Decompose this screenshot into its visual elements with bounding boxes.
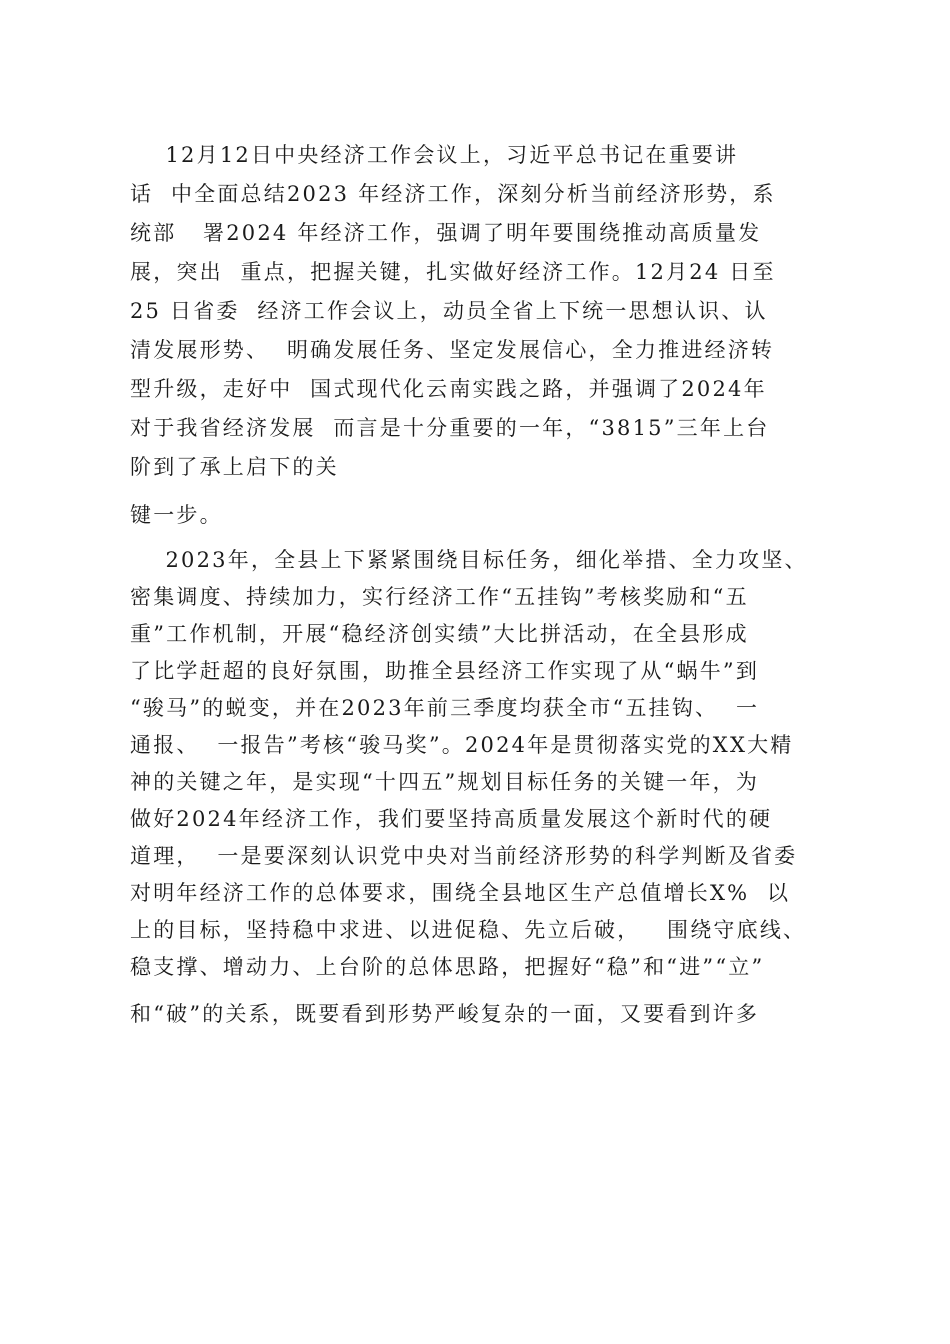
paragraph-1-line-9: 阶到了承上启下的关 (130, 455, 339, 479)
paragraph-1-line-4: 展，突出 重点，把握关键，扎实做好经济工作。12月24 日至 (130, 260, 776, 284)
paragraph-3-line-8: 做好2024年经济工作，我们要坚持高质量发展这个新时代的硬 (130, 807, 773, 831)
paragraph-3-line-9: 道理， 一是要深刻认识党中央对当前经济形势的科学判断及省委 (130, 844, 798, 868)
paragraph-3-line-10: 对明年经济工作的总体要求，围绕全县地区生产总值增长X% 以 (130, 881, 791, 905)
paragraph-3-line-12: 稳支撑、增动力、上台阶的总体思路，把握好“稳”和“进”“立” (130, 955, 765, 979)
paragraph-3-line-1: 2023年，全县上下紧紧围绕目标任务，细化举措、全力攻坚、 (130, 548, 808, 572)
paragraph-3-line-5: “骏马”的蜕变，并在2023年前三季度均获全市“五挂钩、 一 (130, 696, 760, 720)
paragraph-3-line-6: 通报、 一报告”考核“骏马奖”。2024年是贯彻落实党的XX大精 (130, 733, 794, 757)
paragraph-1-line-7: 型升级，走好中 国式现代化云南实践之路，并强调了2024年 (130, 377, 767, 401)
paragraph-1-line-5: 25 日省委 经济工作会议上，动员全省上下统一思想认识、认 (130, 299, 768, 323)
paragraph-3-line-4: 了比学赶超的良好氛围，助推全县经济工作实现了从“蜗牛”到 (130, 659, 760, 683)
paragraph-2-line-1: 键一步。 (130, 503, 223, 527)
paragraph-3-line-2: 密集调度、持续加力，实行经济工作“五挂钩”考核奖励和“五 (130, 585, 749, 609)
paragraph-1-line-8: 对于我省经济发展 而言是十分重要的一年，“3815”三年上台 (130, 416, 770, 440)
paragraph-1-line-3: 统部 署2024 年经济工作，强调了明年要围绕推动高质量发 (130, 221, 762, 245)
paragraph-3-line-7: 神的关键之年，是实现“十四五”规划目标任务的关键一年，为 (130, 770, 760, 794)
paragraph-1-line-1: 12月12日中央经济工作会议上，习近平总书记在重要讲 (130, 143, 739, 167)
paragraph-1-line-2: 话 中全面总结2023 年经济工作，深刻分析当前经济形势，系 (130, 182, 776, 206)
paragraph-3-line-3: 重”工作机制，开展“稳经济创实绩”大比拼活动，在全县形成 (130, 622, 749, 646)
paragraph-3-line-13: 和“破”的关系，既要看到形势严峻复杂的一面，又要看到许多 (130, 1002, 760, 1026)
paragraph-3-line-11: 上的目标，坚持稳中求进、以进促稳、先立后破， 围绕守底线、 (130, 918, 807, 942)
paragraph-1-line-6: 清发展形势、 明确发展任务、坚定发展信心，全力推进经济转 (130, 338, 775, 362)
